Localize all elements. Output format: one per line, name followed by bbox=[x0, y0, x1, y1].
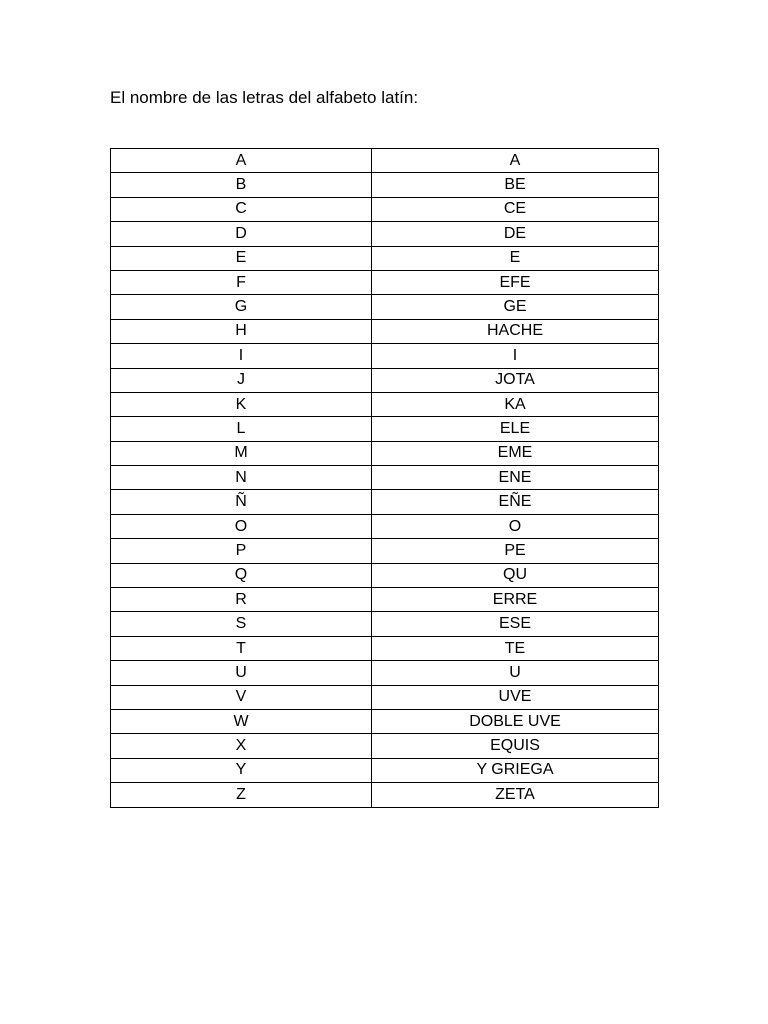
letter-cell: Y bbox=[111, 758, 372, 782]
table-row bbox=[111, 149, 659, 173]
letter-name-cell: TE bbox=[372, 636, 659, 660]
letter-name-cell: KA bbox=[372, 392, 659, 416]
letter-name-cell: U bbox=[372, 661, 659, 685]
letter-cell: I bbox=[111, 344, 372, 368]
letter-name-cell: EÑE bbox=[372, 490, 659, 514]
alphabet-table-body bbox=[111, 149, 659, 808]
table-row bbox=[111, 685, 659, 709]
letter-cell: J bbox=[111, 368, 372, 392]
letter-name-cell: ERRE bbox=[372, 588, 659, 612]
table-row bbox=[111, 222, 659, 246]
letter-name-cell: A bbox=[372, 149, 659, 173]
letter-name-cell: O bbox=[372, 514, 659, 538]
letter-name-cell: GE bbox=[372, 295, 659, 319]
letter-cell: K bbox=[111, 392, 372, 416]
letter-name-cell: EQUIS bbox=[372, 734, 659, 758]
table-row bbox=[111, 734, 659, 758]
table-row bbox=[111, 709, 659, 733]
letter-cell: D bbox=[111, 222, 372, 246]
letter-cell: P bbox=[111, 539, 372, 563]
letter-name-cell: UVE bbox=[372, 685, 659, 709]
letter-name-cell: CE bbox=[372, 197, 659, 221]
table-row bbox=[111, 563, 659, 587]
table-row bbox=[111, 417, 659, 441]
letter-cell: F bbox=[111, 270, 372, 294]
table-row bbox=[111, 392, 659, 416]
table-row bbox=[111, 636, 659, 660]
letter-cell: W bbox=[111, 709, 372, 733]
table-row bbox=[111, 588, 659, 612]
table-row bbox=[111, 783, 659, 807]
table-row bbox=[111, 466, 659, 490]
letter-cell: U bbox=[111, 661, 372, 685]
table-row bbox=[111, 441, 659, 465]
table-row bbox=[111, 612, 659, 636]
table-row bbox=[111, 173, 659, 197]
table-row bbox=[111, 661, 659, 685]
letter-cell: N bbox=[111, 466, 372, 490]
letter-name-cell: ELE bbox=[372, 417, 659, 441]
letter-name-cell: PE bbox=[372, 539, 659, 563]
letter-name-cell: JOTA bbox=[372, 368, 659, 392]
letter-name-cell: EME bbox=[372, 441, 659, 465]
letter-cell: S bbox=[111, 612, 372, 636]
letter-cell: T bbox=[111, 636, 372, 660]
table-row bbox=[111, 295, 659, 319]
letter-cell: M bbox=[111, 441, 372, 465]
letter-cell: Z bbox=[111, 783, 372, 807]
letter-name-cell: HACHE bbox=[372, 319, 659, 343]
letter-cell: X bbox=[111, 734, 372, 758]
page-title: El nombre de las letras del alfabeto latín: bbox=[110, 88, 419, 107]
table-row bbox=[111, 539, 659, 563]
letter-name-cell: I bbox=[372, 344, 659, 368]
letter-name-cell: ESE bbox=[372, 612, 659, 636]
table-row bbox=[111, 368, 659, 392]
letter-cell: C bbox=[111, 197, 372, 221]
letter-name-cell: ZETA bbox=[372, 783, 659, 807]
table-row bbox=[111, 270, 659, 294]
letter-cell: G bbox=[111, 295, 372, 319]
letter-name-cell: DOBLE UVE bbox=[372, 709, 659, 733]
letter-cell: Ñ bbox=[111, 490, 372, 514]
table-row bbox=[111, 490, 659, 514]
letter-name-cell: ENE bbox=[372, 466, 659, 490]
letter-name-cell: BE bbox=[372, 173, 659, 197]
letter-cell: B bbox=[111, 173, 372, 197]
table-row bbox=[111, 758, 659, 782]
table-row bbox=[111, 319, 659, 343]
alphabet-table bbox=[110, 148, 659, 808]
letter-cell: A bbox=[111, 149, 372, 173]
letter-cell: V bbox=[111, 685, 372, 709]
letter-cell: E bbox=[111, 246, 372, 270]
letter-cell: L bbox=[111, 417, 372, 441]
letter-name-cell: Y GRIEGA bbox=[372, 758, 659, 782]
table-row bbox=[111, 197, 659, 221]
letter-cell: Q bbox=[111, 563, 372, 587]
letter-cell: O bbox=[111, 514, 372, 538]
table-row bbox=[111, 246, 659, 270]
letter-name-cell: EFE bbox=[372, 270, 659, 294]
letter-name-cell: QU bbox=[372, 563, 659, 587]
letter-name-cell: DE bbox=[372, 222, 659, 246]
letter-name-cell: E bbox=[372, 246, 659, 270]
letter-cell: H bbox=[111, 319, 372, 343]
table-row bbox=[111, 344, 659, 368]
letter-cell: R bbox=[111, 588, 372, 612]
table-row bbox=[111, 514, 659, 538]
